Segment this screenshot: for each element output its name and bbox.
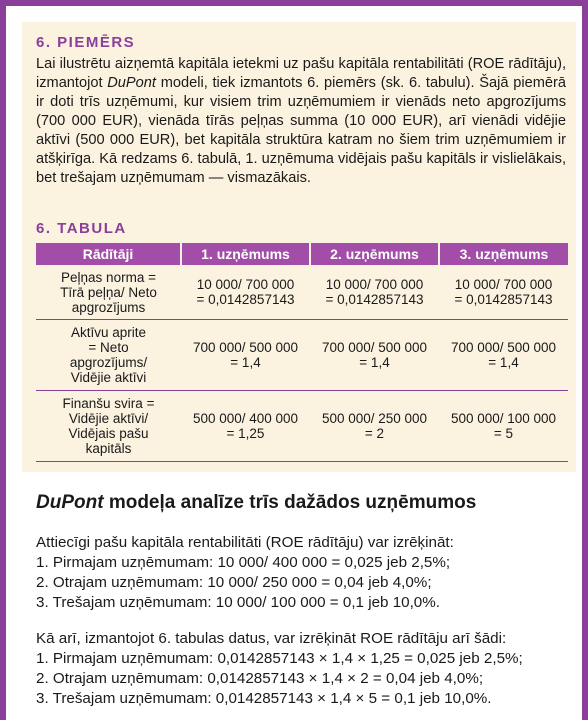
section-title [36,492,476,514]
row-label [36,391,181,462]
paragraph-line: Attiecīgi pašu kapitāla rentabilitāti (ROE rādītāju) var izrēķināt: [36,534,454,551]
table-title: 6. TABULA [36,220,127,237]
row-label-line: apgrozījums/ [69,355,148,370]
table-cell [310,391,439,462]
paragraph-line: 1. Pirmajam uzņēmumam: 10 000/ 400 000 = 0,025 jeb 2,5%; [36,554,451,571]
paragraph-line: 2. Otrajam uzņēmumam: 10 000/ 250 000 = 0,04 jeb 4,0%; [36,574,432,591]
table-header-indicators: Rādītāji [36,243,181,265]
example-text-part-1: Lai ilustrētu aizņemtā kapitāla ietekmi uz pašu kapitāla rentabilitāti (ROE rādītāju), izmantojot [36,56,566,91]
table-row [36,391,568,462]
table-header-company-1: 1. uzņēmums [181,243,310,265]
table-cell [439,320,568,391]
row-label-line: = Neto [88,340,129,355]
example-text-part-2: modeli, tiek izmantots 6. piemērs (sk. 6. tabulu). Šajā piemērā ir doti trīs uzņēmumi, kur visiem trim uzņēmumiem ir vienāds neto apgrozījums (700 000 EUR), vienāda tīrās peļņas summa (10 000 EUR), arī vienādi vidējie aktīvi (500 000 EUR), bet kapitāla struktūra katram no šiem trim uzņēmumiem ir atšķirīga. Kā redzams 6. tabulā, 1. uzņēmuma vidējais pašu kapitāls ir vislielākais, bet trešajam uzņēmumam — vismazākais. [36,75,566,186]
paragraph-line: Kā arī, izmantojot 6. tabulas datus, var izrēķināt ROE rādītāju arī šādi: [36,630,507,647]
cell-line: 10 000/ 700 000 [454,277,553,292]
cell-line: 500 000/ 400 000 [192,411,299,426]
table-row [36,265,568,320]
paragraph-line: 1. Pirmajam uzņēmumam: 0,0142857143 × 1,4 × 1,25 = 0,025 jeb 2,5%; [36,650,523,667]
cell-line: = 1,4 [488,355,519,370]
row-label-line: Vidējais pašu [68,426,149,441]
cell-line: = 2 [364,426,385,441]
cell-line: 700 000/ 500 000 [192,340,299,355]
row-label-line: Vidējie aktīvi [70,370,147,385]
roe-calc-paragraph-2 [36,629,576,709]
cell-line: = 0,0142857143 [325,292,424,307]
table-row [36,320,568,391]
table-cell [181,320,310,391]
row-label-line: Aktīvu aprite [70,325,147,340]
table-cell [181,391,310,462]
example-box [22,22,576,472]
indicator-table [36,243,568,462]
example-title: 6. PIEMĒRS [36,34,136,51]
table-header-company-3: 3. uzņēmums [439,243,568,265]
cell-line: = 1,25 [226,426,265,441]
cell-line: 10 000/ 700 000 [325,277,424,292]
row-label-line: kapitāls [85,441,132,456]
cell-line: = 1,4 [359,355,390,370]
section-title-italic: DuPont [36,492,104,513]
table-cell [439,391,568,462]
cell-line: = 0,0142857143 [454,292,553,307]
table-header-company-2: 2. uzņēmums [310,243,439,265]
row-label [36,265,181,320]
section-title-rest: modeļa analīze trīs dažādos uzņēmumos [103,492,477,513]
cell-line: = 1,4 [230,355,261,370]
roe-calc-paragraph-1 [36,533,576,613]
table-cell [181,265,310,320]
row-label-line: Finanšu svira = [62,396,155,411]
row-label-line: Vidējie aktīvi/ [68,411,149,426]
example-text [36,55,566,188]
table-header-row [36,243,568,265]
paragraph-line: 2. Otrajam uzņēmumam: 0,0142857143 × 1,4 × 2 = 0,04 jeb 4,0%; [36,670,484,687]
table-cell [310,320,439,391]
cell-line: 500 000/ 100 000 [450,411,557,426]
cell-line: 700 000/ 500 000 [321,340,428,355]
cell-line: 500 000/ 250 000 [321,411,428,426]
table-cell [439,265,568,320]
example-text-italic: DuPont [107,75,156,91]
row-label-line: Tīrā peļņa/ Neto [60,284,157,300]
cell-line: 700 000/ 500 000 [450,340,557,355]
cell-line: = 0,0142857143 [196,292,295,307]
table-cell [310,265,439,320]
row-label [36,320,181,391]
row-label-line: Peļņas norma = [61,269,156,285]
cell-line: 10 000/ 700 000 [196,277,295,292]
paragraph-line: 3. Trešajam uzņēmumam: 0,0142857143 × 1,4 × 5 = 0,1 jeb 10,0%. [36,690,492,707]
paragraph-line: 3. Trešajam uzņēmumam: 10 000/ 100 000 = 0,1 jeb 10,0%. [36,594,440,611]
row-label-line: apgrozījums [71,299,146,315]
cell-line: = 5 [493,426,514,441]
